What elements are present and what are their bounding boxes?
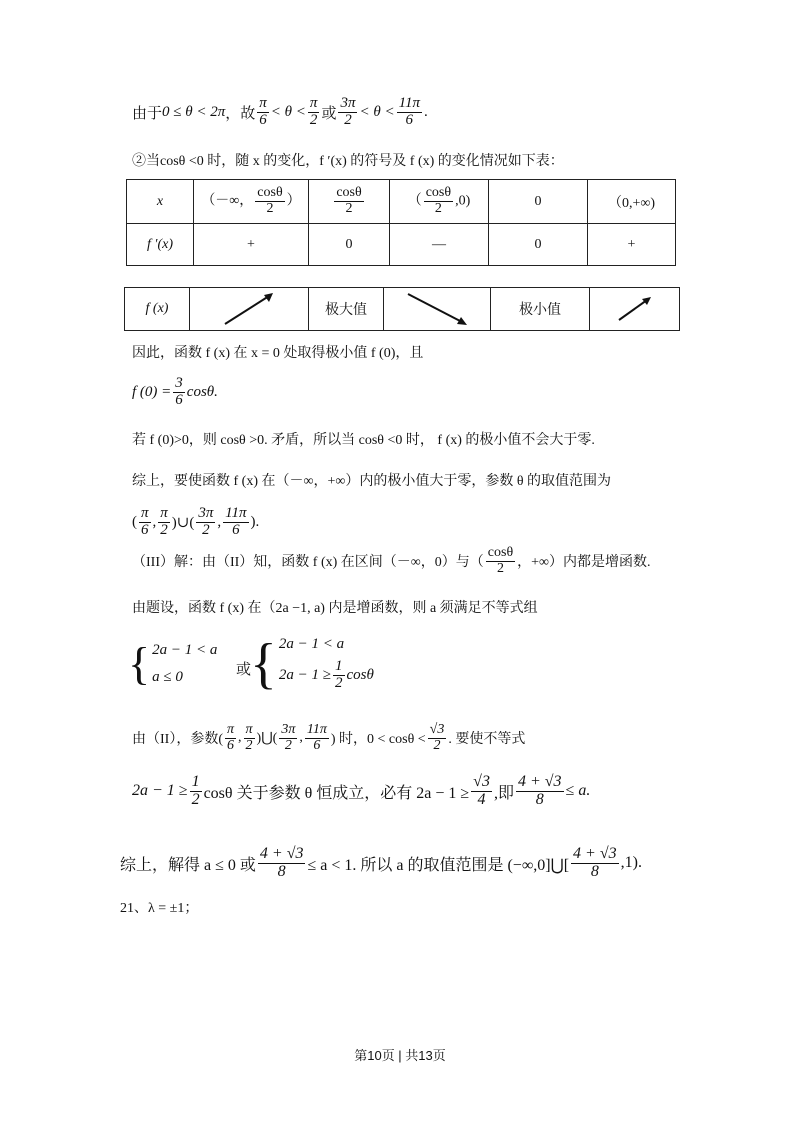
table-cell: 0: [309, 224, 390, 266]
line-10: 由（II），参数( $\frac{\pi}{6}$ , $\frac{\pi}{2}$ )⋃( $\frac{3\pi}{2}$ , $\frac{11\pi}{6}$ ) 时，0 < cosθ < $\frac{√3}{2}$ . 要使不等式: [132, 722, 526, 753]
fraction: $\frac{3\pi}{2}$: [340, 95, 356, 128]
table-cell: +: [194, 224, 309, 266]
arrow-up-right-icon: [615, 294, 655, 324]
fraction: $\frac{3}{6}$: [175, 375, 183, 408]
text: 因此，函数 f (x) 在 x = 0 处取得极小值 f (0)，且: [132, 346, 424, 361]
table-cell: （ $\frac{\cos\theta}{2}$ ,0): [390, 180, 489, 224]
monotonic-table: [124, 287, 680, 331]
text: .: [424, 103, 428, 120]
text: 由于: [132, 105, 163, 122]
math: f (0) =: [132, 383, 172, 400]
table-cell: 极大值: [309, 288, 384, 331]
line-4: [132, 376, 218, 409]
table-cell: （0,+∞): [588, 180, 676, 224]
line-12: 综上，解得 a ≤ 0 或 $\frac{4 + √3}{8}$ ≤ a < 1. 所以 a 的取值范围是 (−∞,0]⋃[ $\frac{4 + √3}{8}$ ,1).: [120, 845, 642, 880]
line-13: [120, 897, 198, 917]
text: 21、λ = ±1；: [120, 901, 199, 916]
text: 或: [321, 105, 337, 122]
or-text: 或: [236, 662, 252, 678]
line-9: [132, 597, 538, 617]
left-brace: {: [128, 638, 151, 689]
table-header-f: f (x): [125, 288, 190, 331]
line-3: [132, 342, 423, 362]
text: 若 f (0)>0，则 cosθ >0. 矛盾，所以当 cosθ <0 时， f (x) 的极小值不会大于零.: [132, 433, 595, 448]
text: ，故: [225, 105, 256, 122]
table-cell: +: [588, 224, 676, 266]
left-brace: {: [250, 633, 277, 695]
table-cell: —: [390, 224, 489, 266]
fraction: $\frac{\pi}{6}$: [259, 95, 267, 128]
fraction: $\frac{11\pi}{6}$: [398, 95, 420, 128]
table-header-x: x: [127, 180, 194, 224]
sign-table: [126, 179, 676, 266]
table-cell-increasing: [190, 288, 309, 331]
text: ②当cosθ <0 时，随 x 的变化，f ′(x) 的符号及 f (x) 的变化情况如下表：: [132, 154, 564, 169]
line-5: [132, 429, 595, 449]
fraction: $\frac{\pi}{2}$: [309, 95, 318, 128]
math: cosθ.: [186, 383, 218, 400]
table-cell-increasing: [590, 288, 680, 331]
line-11: 2a − 1 ≥ $\frac{1}{2}$ cosθ 关于参数 θ 恒成立，必有 2a − 1 ≥ $\frac{√3}{4}$ ,即 $\frac{4 + √3}{8}$ ≤ a.: [132, 773, 591, 808]
math: < θ <: [359, 103, 395, 120]
inequality-system-1: { 2a − 1 < a a ≤ 0: [128, 638, 218, 689]
line-2: [132, 150, 564, 170]
arrow-up-right-icon: [219, 290, 279, 328]
arrow-down-right-icon: [402, 290, 472, 328]
table-cell: （－∞， $\frac{\cos\theta}{2}$ ）: [194, 180, 309, 224]
table-cell: 0: [489, 224, 588, 266]
line-7: ( $\frac{\pi}{6}$ , $\frac{\pi}{2}$ )∪( $\frac{3\pi}{2}$ , $\frac{11\pi}{6}$ ).: [132, 505, 260, 538]
math: 0 ≤ θ < 2π: [162, 103, 226, 120]
page-footer: 第10页 | 共13页: [354, 1048, 446, 1063]
table-cell: 极小值: [491, 288, 590, 331]
math: < θ <: [270, 103, 306, 120]
table-header-fprime: f ′(x): [127, 224, 194, 266]
table-cell-decreasing: [384, 288, 491, 331]
text: 综上，要使函数 f (x) 在（－∞，+∞）内的极小值大于零，参数 θ 的取值范围为: [132, 474, 612, 489]
line-6: [132, 470, 611, 490]
inequality-system-2: { 2a − 1 < a 2a − 1 ≥ $\frac{1}{2}$ cosθ: [250, 633, 374, 695]
line-1: [132, 96, 428, 129]
line-8: （III）解：由（II）知，函数 f (x) 在区间（－∞，0）与（ $\frac{\cos\theta}{2}$ ，+∞）内都是增函数.: [132, 545, 651, 576]
text: 由题设，函数 f (x) 在（2a −1, a) 内是增函数，则 a 须满足不等式组: [132, 601, 538, 616]
table-cell: $\frac{\cos\theta}{2}$: [309, 180, 390, 224]
table-cell: 0: [489, 180, 588, 224]
